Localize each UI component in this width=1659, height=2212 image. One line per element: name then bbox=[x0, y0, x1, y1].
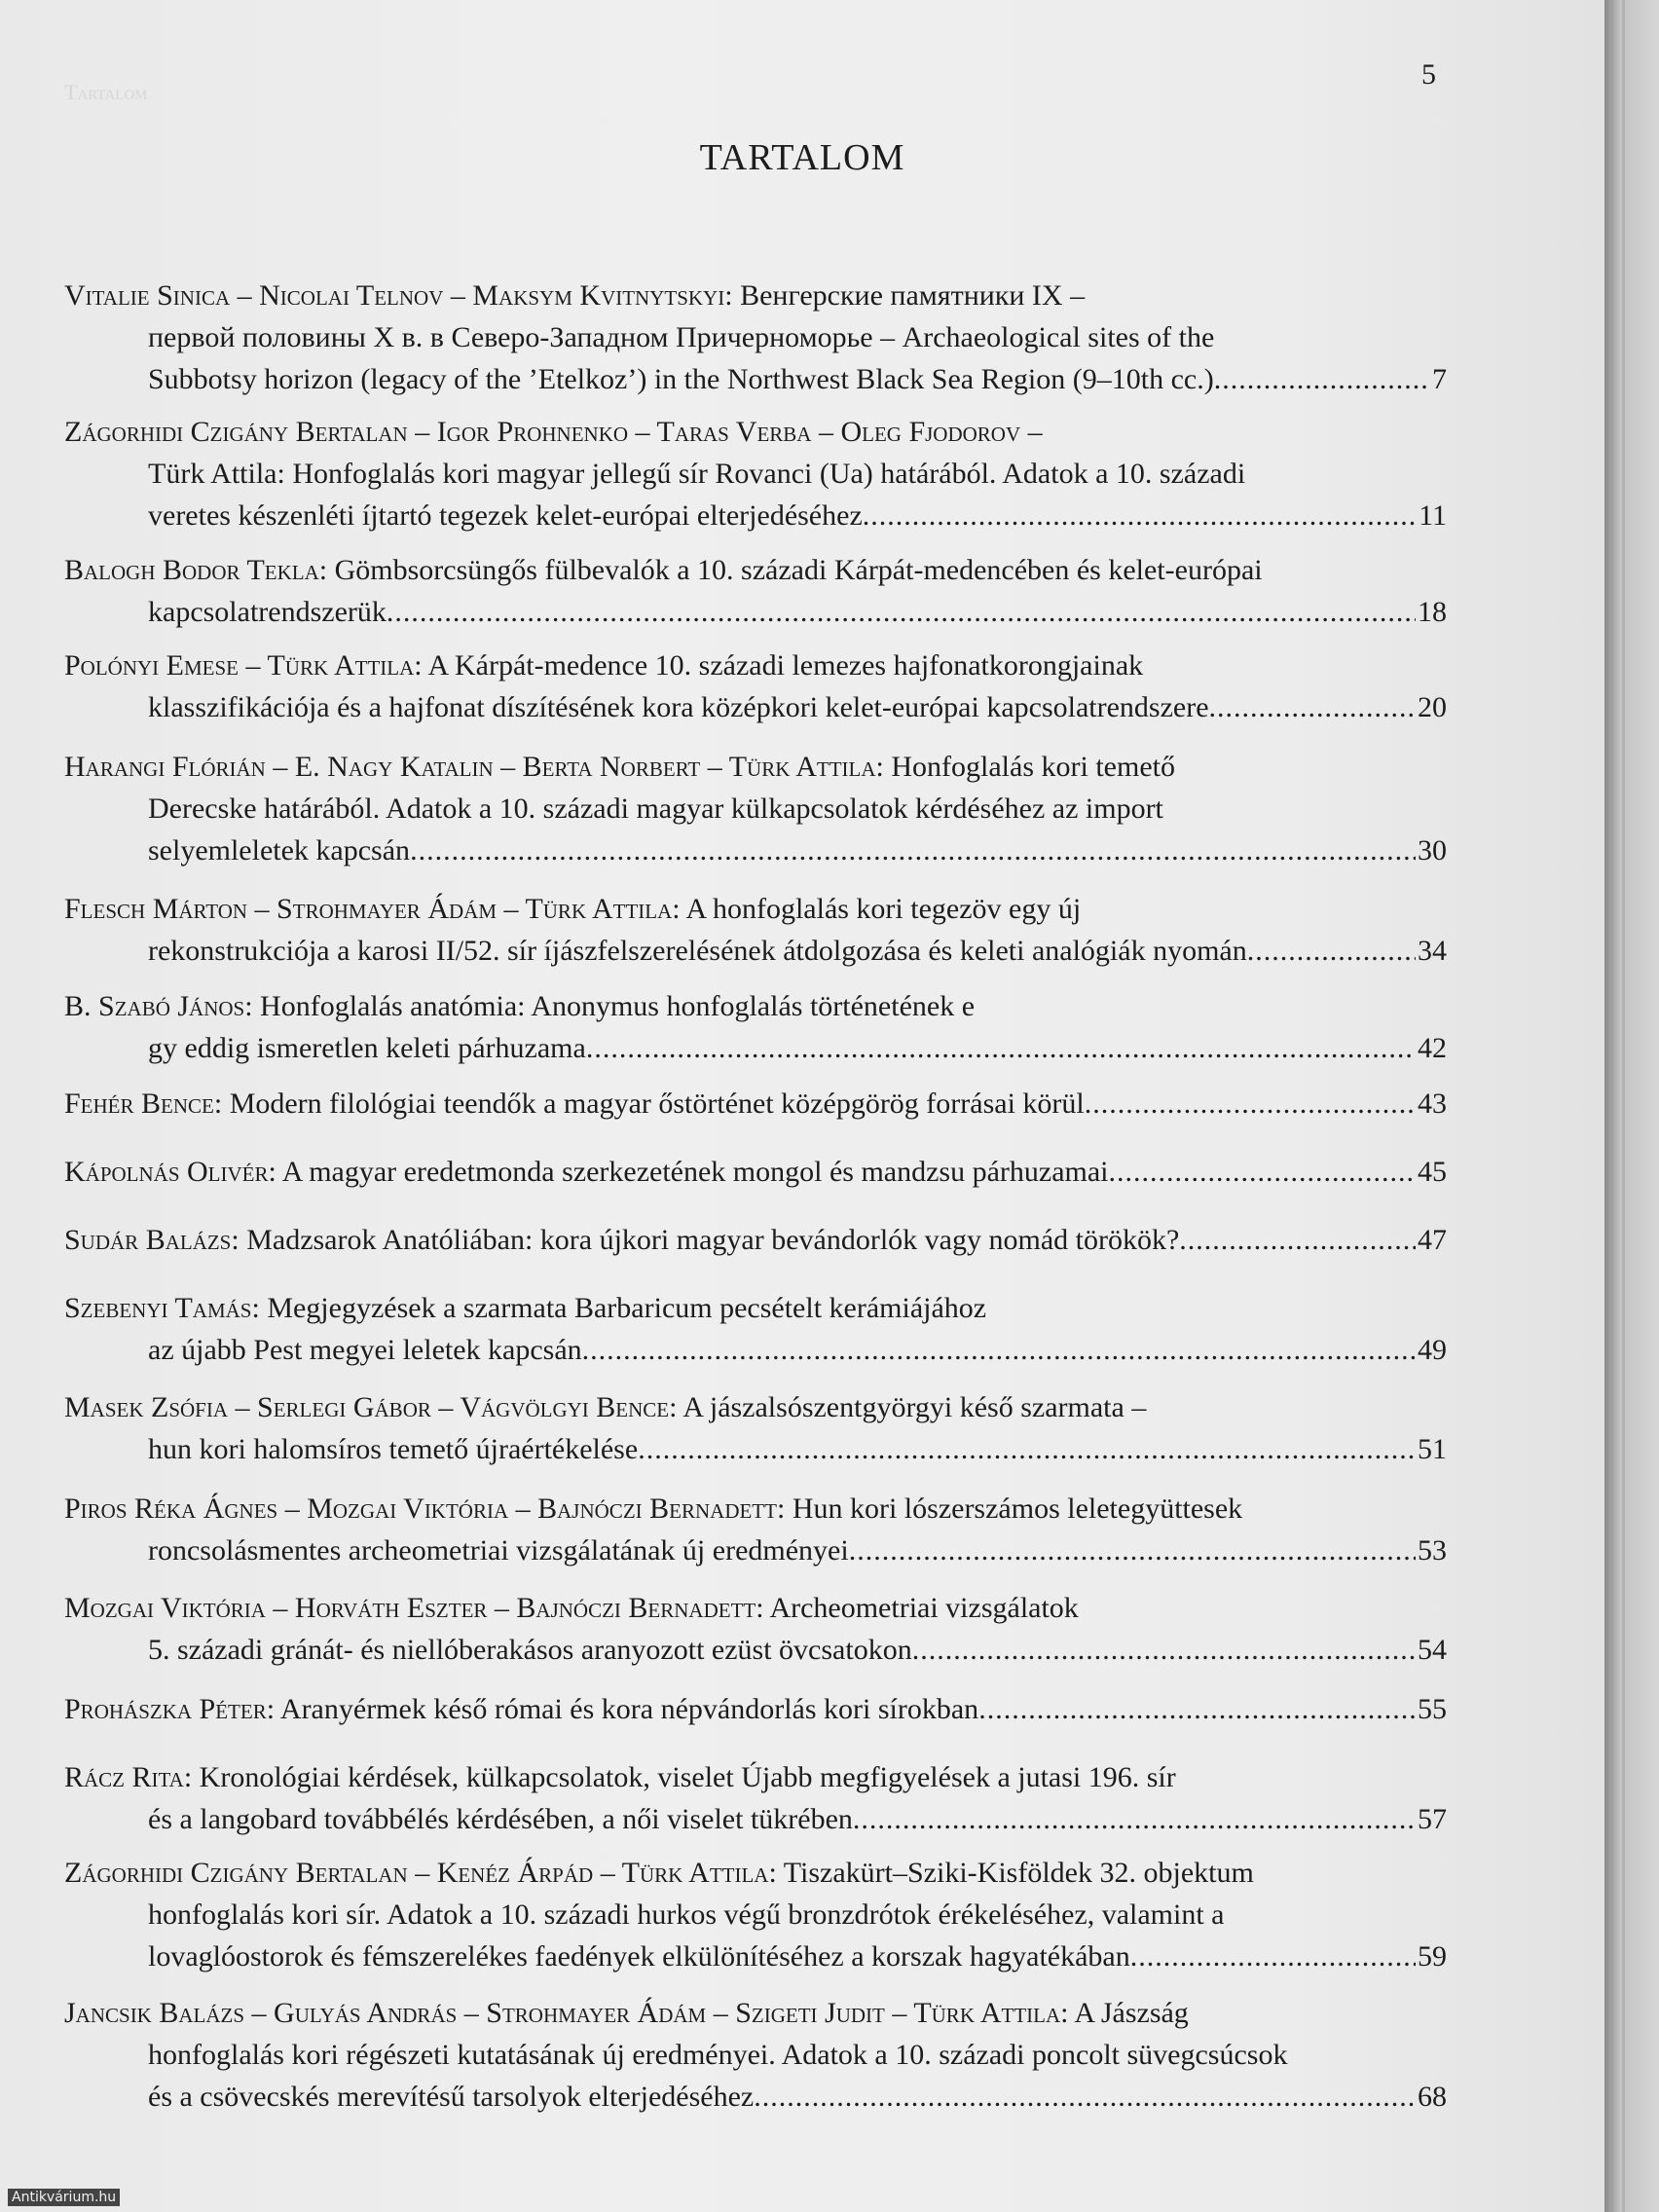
dot-leader bbox=[863, 495, 1417, 536]
toc-entry bbox=[64, 1287, 1447, 1371]
entry-title-text: honfoglalás kori régészeti kutatásának új eredményei. Adatok a 10. századi poncolt süvegcsúcsok bbox=[148, 2039, 1288, 2071]
entry-title-end bbox=[148, 930, 1247, 972]
entry-authors: Polónyi Emese – Türk Attila: bbox=[64, 649, 423, 682]
entry-title-text: Subbotsy horizon (legacy of the ’Etelkoz’) in the Northwest Black Sea Region (9–10th cc.) bbox=[148, 363, 1214, 395]
entry-title-text: hun kori halomsíros temető újraértékelése bbox=[148, 1433, 639, 1465]
dot-leader bbox=[912, 1629, 1416, 1671]
entry-title-end bbox=[64, 1083, 1085, 1124]
entry-title-text: Türk Attila: Honfoglalás kori magyar jellegű sír Rovanci (Ua) határából. Adatok a 10. századi bbox=[148, 458, 1246, 490]
entry-first-line bbox=[64, 275, 1447, 316]
entry-authors: Vitalie Sinica – Nicolai Telnov – Maksym Kvitnytskyi: bbox=[64, 279, 733, 312]
entry-authors: Balogh Bodor Tekla: bbox=[64, 554, 328, 586]
entry-page-number: 53 bbox=[1418, 1534, 1447, 1567]
entry-continuation-line bbox=[64, 453, 1447, 495]
entry-last-line bbox=[64, 1151, 1447, 1193]
toc-entry bbox=[64, 1688, 1447, 1730]
entry-page-number: 42 bbox=[1418, 1032, 1447, 1064]
entry-first-line bbox=[64, 1756, 1447, 1798]
entry-title-text: Honfoglalás anatómia: Anonymus honfoglalás történetének e bbox=[260, 990, 976, 1022]
entry-title-text: kapcsolatrendszerük bbox=[148, 596, 387, 628]
toc-entry bbox=[64, 1852, 1447, 1977]
entry-title-end bbox=[148, 2076, 754, 2118]
entry-authors: Zágorhidi Czigány Bertalan – Kenéz Árpád – Türk Attila: bbox=[64, 1857, 777, 1889]
dot-leader bbox=[1109, 1151, 1416, 1193]
toc-entry bbox=[64, 1151, 1447, 1193]
toc-entry bbox=[64, 275, 1447, 400]
toc-entry bbox=[64, 746, 1447, 871]
entry-authors: B. Szabó János: bbox=[64, 990, 253, 1022]
toc-entry bbox=[64, 1992, 1447, 2118]
toc-entry bbox=[64, 1083, 1447, 1124]
entry-title-end bbox=[64, 1688, 978, 1730]
entry-last-line bbox=[64, 1428, 1447, 1470]
dot-leader bbox=[849, 1530, 1416, 1571]
toc-entry bbox=[64, 411, 1447, 536]
entry-title-end bbox=[148, 1936, 1130, 1977]
entry-authors: Piros Réka Ágnes – Mozgai Viktória – Bajnóczi Bernadett: bbox=[64, 1493, 786, 1525]
dot-leader bbox=[978, 1688, 1416, 1730]
toc-entry bbox=[64, 1386, 1447, 1470]
entry-last-line bbox=[64, 1688, 1447, 1730]
entry-title-end bbox=[148, 686, 1209, 728]
entry-title-end bbox=[148, 1798, 853, 1840]
dot-leader bbox=[387, 591, 1416, 633]
entry-authors: Fehér Bence: bbox=[64, 1088, 223, 1120]
entry-page-number: 11 bbox=[1419, 499, 1447, 532]
entry-first-line bbox=[64, 1287, 1447, 1329]
entry-last-line bbox=[64, 1530, 1447, 1571]
entry-last-line bbox=[64, 1629, 1447, 1671]
entry-page-number: 45 bbox=[1418, 1156, 1447, 1188]
entry-first-line bbox=[64, 985, 1447, 1027]
entry-first-line bbox=[64, 1852, 1447, 1894]
entry-title-text: Tiszakürt–Sziki-Kisföldek 32. objektum bbox=[783, 1857, 1254, 1889]
entry-last-line bbox=[64, 1329, 1447, 1371]
dot-leader bbox=[586, 1027, 1416, 1069]
entry-title-end bbox=[148, 591, 387, 633]
entry-authors: Szebenyi Tamás: bbox=[64, 1292, 260, 1324]
entry-title-text: az újabb Pest megyei leletek kapcsán bbox=[148, 1334, 582, 1366]
dot-leader bbox=[754, 2076, 1416, 2118]
entry-authors: Flesch Márton – Strohmayer Ádám – Türk Attila: bbox=[64, 893, 681, 925]
entry-last-line bbox=[64, 830, 1447, 871]
entry-title-text: és a langobard továbbélés kérdésében, a női viselet tükrében bbox=[148, 1803, 853, 1835]
entry-title-text: Honfoglalás kori temető bbox=[891, 751, 1175, 783]
toc-entry bbox=[64, 1756, 1447, 1840]
toc-entry bbox=[64, 1488, 1447, 1571]
entry-title-end bbox=[148, 1329, 582, 1371]
entry-first-line bbox=[64, 1488, 1447, 1530]
page-number: 5 bbox=[1421, 58, 1436, 91]
dot-leader bbox=[1209, 686, 1416, 728]
entry-last-line bbox=[64, 1798, 1447, 1840]
entry-page-number: 20 bbox=[1418, 691, 1447, 723]
entry-first-line bbox=[64, 411, 1447, 453]
entry-title-text: Венгерские памятники IX – bbox=[740, 279, 1086, 312]
entry-first-line bbox=[64, 1587, 1447, 1629]
entry-first-line bbox=[64, 1992, 1447, 2034]
entry-page-number: 51 bbox=[1418, 1433, 1447, 1465]
entry-page-number: 7 bbox=[1432, 363, 1447, 395]
entry-authors: Kápolnás Olivér: bbox=[64, 1156, 276, 1188]
entry-authors: Mozgai Viktória – Horváth Eszter – Bajnóczi Bernadett: bbox=[64, 1592, 764, 1624]
entry-title-text: gy eddig ismeretlen keleti párhuzama bbox=[148, 1032, 586, 1064]
entry-title-end bbox=[148, 1530, 849, 1571]
entry-authors: Prohászka Péter: bbox=[64, 1693, 276, 1725]
entry-page-number: 18 bbox=[1418, 596, 1447, 628]
entry-last-line bbox=[64, 1027, 1447, 1069]
entry-title-text: Modern filológiai teendők a magyar őstörténet középgörög forrásai körül bbox=[229, 1088, 1085, 1120]
dot-leader bbox=[582, 1329, 1416, 1371]
entry-title-text: selyemleletek kapcsán bbox=[148, 834, 411, 866]
entry-title-text: A magyar eredetmonda szerkezetének mongol és mandzsu párhuzamai bbox=[281, 1156, 1109, 1188]
entry-title-end bbox=[148, 495, 863, 536]
dot-leader bbox=[853, 1798, 1416, 1840]
entry-title-text: roncsolásmentes archeometriai vizsgálatának új eredményei bbox=[148, 1534, 849, 1567]
entry-title-text: honfoglalás kori sír. Adatok a 10. századi hurkos végű bronzdrótok érékeléséhez, valamint a bbox=[148, 1899, 1225, 1931]
entry-continuation-line bbox=[64, 2034, 1447, 2076]
dot-leader bbox=[638, 1428, 1416, 1470]
entry-page-number: 54 bbox=[1418, 1634, 1447, 1666]
page-edge-line bbox=[1622, 0, 1625, 2212]
entry-title-text: A honfoglalás kori tegezöv egy új bbox=[685, 893, 1082, 925]
entry-page-number: 43 bbox=[1418, 1088, 1447, 1120]
entry-continuation-line bbox=[64, 788, 1447, 830]
entry-authors: Rácz Rita: bbox=[64, 1761, 193, 1793]
entry-title-text: 5. századi gránát- és niellóberakásos aranyozott ezüst övcsatokon bbox=[148, 1634, 912, 1666]
toc-entry bbox=[64, 645, 1447, 728]
entry-last-line bbox=[64, 358, 1447, 400]
entry-last-line bbox=[64, 930, 1447, 972]
dot-leader bbox=[1214, 358, 1430, 400]
entry-title-end bbox=[148, 1428, 638, 1470]
show-through-text: Tartalom bbox=[64, 80, 148, 104]
toc-entry bbox=[64, 1587, 1447, 1671]
dot-leader bbox=[1085, 1083, 1416, 1124]
entry-continuation-line bbox=[64, 1894, 1447, 1936]
page-title: TARTALOM bbox=[699, 137, 905, 178]
entry-last-line bbox=[64, 1083, 1447, 1124]
entry-title-end bbox=[148, 830, 410, 871]
entry-authors: Harangi Flórián – E. Nagy Katalin – Berta Norbert – Türk Attila: bbox=[64, 751, 884, 783]
entry-title-text: Kronológiai kérdések, külkapcsolatok, viselet Újabb megfigyelések a jutasi 196. sír bbox=[199, 1761, 1176, 1793]
dot-leader bbox=[1247, 930, 1416, 972]
entry-first-line bbox=[64, 1386, 1447, 1428]
entry-last-line bbox=[64, 1219, 1447, 1261]
entry-page-number: 47 bbox=[1418, 1224, 1447, 1256]
entry-last-line bbox=[64, 686, 1447, 728]
entry-first-line bbox=[64, 549, 1447, 591]
toc-entry bbox=[64, 985, 1447, 1069]
page-edge bbox=[1604, 0, 1659, 2212]
entry-first-line bbox=[64, 645, 1447, 686]
entry-title-text: és a csövecskés merevítésű tarsolyok elterjedéséhez bbox=[148, 2081, 755, 2113]
entry-page-number: 59 bbox=[1418, 1940, 1447, 1972]
toc-entry bbox=[64, 549, 1447, 633]
entry-first-line bbox=[64, 888, 1447, 930]
entry-title-text: rekonstrukciója a karosi II/52. sír íjászfelszerelésének átdolgozása és keleti analógiák nyomán bbox=[148, 935, 1247, 967]
dot-leader bbox=[410, 830, 1416, 871]
entry-title-end bbox=[148, 358, 1214, 400]
entry-title-text: первой половины X в. в Северо-Западном Причерноморье – Archaeological sites of the bbox=[148, 321, 1215, 353]
entry-title-text: A Kárpát-medence 10. századi lemezes hajfonatkorongjainak bbox=[427, 649, 1144, 682]
entry-title-text: A jászalsószentgyörgyi késő szarmata – bbox=[682, 1391, 1147, 1423]
toc-entry bbox=[64, 1219, 1447, 1261]
entry-title-text: veretes készenléti íjtartó tegezek kelet-európai elterjedéséhez bbox=[148, 499, 863, 532]
entry-title-text: A Jászság bbox=[1074, 1997, 1189, 2029]
entry-authors: Sudár Balázs: bbox=[64, 1224, 240, 1256]
entry-last-line bbox=[64, 1936, 1447, 1977]
entry-last-line bbox=[64, 495, 1447, 536]
entry-authors: Jancsik Balázs – Gulyás András – Strohmayer Ádám – Szigeti Judit – Türk Attila: bbox=[64, 1997, 1069, 2029]
entry-title-end bbox=[64, 1151, 1109, 1193]
entry-continuation-line bbox=[64, 316, 1447, 358]
entry-page-number: 68 bbox=[1418, 2081, 1447, 2113]
entry-title-text: Archeometriai vizsgálatok bbox=[769, 1592, 1079, 1624]
entry-last-line bbox=[64, 2076, 1447, 2118]
entry-title-end bbox=[64, 1219, 1179, 1261]
dot-leader bbox=[1130, 1936, 1416, 1977]
entry-page-number: 34 bbox=[1418, 935, 1447, 967]
watermark: Antikvárium.hu bbox=[8, 2189, 120, 2206]
page-edge-line bbox=[1610, 0, 1613, 2212]
entry-title-end bbox=[148, 1629, 912, 1671]
entry-title-text: Derecske határából. Adatok a 10. századi magyar külkapcsolatok kérdéséhez az import bbox=[148, 793, 1163, 825]
entry-page-number: 55 bbox=[1418, 1693, 1447, 1725]
entry-title-end bbox=[148, 1027, 586, 1069]
entry-page-number: 30 bbox=[1418, 834, 1447, 866]
entry-title-text: Hun kori lószerszámos leletegyüttesek bbox=[792, 1493, 1243, 1525]
entry-authors: Masek Zsófia – Serlegi Gábor – Vágvölgyi Bence: bbox=[64, 1391, 678, 1423]
entry-authors: Zágorhidi Czigány Bertalan – Igor Prohnenko – Taras Verba – Oleg Fjodorov – bbox=[64, 416, 1043, 448]
toc-entry bbox=[64, 888, 1447, 972]
entry-title-text: lovaglóostorok és fémszerelékes faedények elkülönítéséhez a korszak hagyatékában bbox=[148, 1940, 1130, 1972]
entry-title-text: Gömbsorcsüngős fülbevalók a 10. századi Kárpát-medencében és kelet-európai bbox=[334, 554, 1263, 586]
entry-first-line bbox=[64, 746, 1447, 788]
entry-page-number: 49 bbox=[1418, 1334, 1447, 1366]
entry-title-text: Aranyérmek késő római és kora népvándorlás kori sírokban bbox=[279, 1693, 979, 1725]
entry-last-line bbox=[64, 591, 1447, 633]
entry-page-number: 57 bbox=[1418, 1803, 1447, 1835]
entry-title-text: Megjegyzések a szarmata Barbaricum pecsételt kerámiájához bbox=[267, 1292, 987, 1324]
entry-title-text: Madzsarok Anatóliában: kora újkori magyar bevándorlók vagy nomád törökök? bbox=[246, 1224, 1180, 1256]
dot-leader bbox=[1179, 1219, 1416, 1261]
entry-title-text: klasszifikációja és a hajfonat díszítésének kora középkori kelet-európai kapcsolatrendszere bbox=[148, 691, 1209, 723]
